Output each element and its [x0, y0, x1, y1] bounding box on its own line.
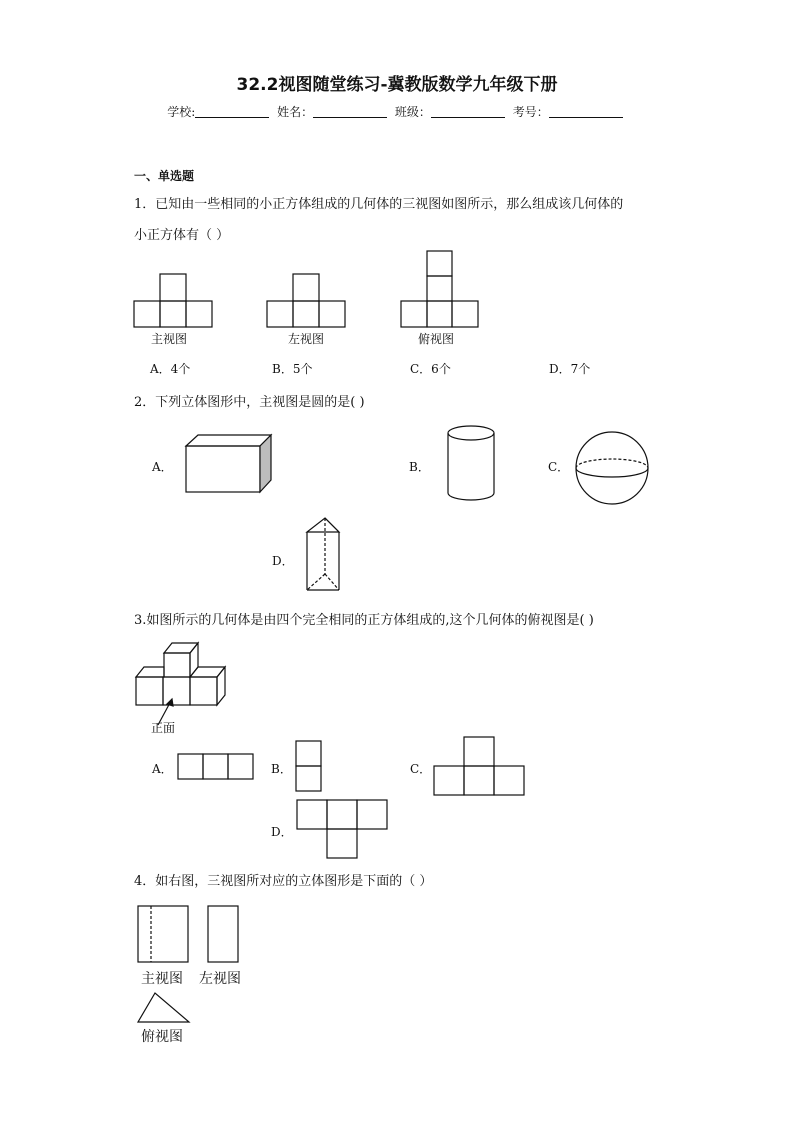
q2-option-a[interactable]: A． — [152, 460, 173, 474]
q1-text-line2: 小正方体有（ ） — [134, 228, 230, 243]
page-title: 32.2视图随堂练习-冀教版数学九年级下册 — [236, 75, 558, 95]
q2-text: 2．下列立体图形中，主视图是圆的是( ) — [134, 395, 365, 410]
q2-option-b[interactable]: B． — [409, 460, 430, 474]
class-label: 班级： — [394, 105, 431, 119]
q4-front-view-figure — [137, 905, 191, 965]
q3-text: 3.如图所示的几何体是由四个完全相同的正方体组成的,这个几何体的俯视图是( ) — [134, 613, 594, 628]
number-blank[interactable] — [549, 105, 623, 118]
q3-front-label: 正面 — [151, 721, 176, 735]
q3-option-d[interactable]: D． — [271, 825, 293, 839]
q3-option-c[interactable]: C． — [410, 762, 432, 776]
q1-front-view-figure — [133, 273, 215, 329]
cuboid-figure — [185, 434, 273, 496]
class-blank[interactable] — [431, 105, 505, 118]
q4-text: 4．如右图，三视图所对应的立体图形是下面的（ ） — [134, 874, 433, 889]
q4-left-view-figure — [207, 905, 241, 965]
q1-text-line1: 1．已知由一些相同的小正方体组成的几何体的三视图如图所示，那么组成该几何体的 — [134, 197, 624, 212]
q1-caption-top: 俯视图 — [418, 332, 455, 346]
q3-option-b-figure — [295, 740, 325, 794]
q3-option-a[interactable]: A． — [152, 762, 173, 776]
q4-top-view-figure — [137, 991, 193, 1025]
q1-option-c[interactable]: C．6个 — [410, 362, 451, 376]
four-cubes-figure — [134, 637, 234, 737]
q1-option-d[interactable]: D．7个 — [549, 362, 591, 376]
q1-caption-left: 左视图 — [288, 332, 325, 346]
student-info-line — [0, 103, 794, 120]
q3-option-a-figure — [177, 753, 257, 783]
q4-caption-top: 俯视图 — [141, 1029, 183, 1045]
q4-caption-left: 左视图 — [199, 971, 241, 987]
q1-caption-front: 主视图 — [151, 332, 188, 346]
q4-caption-front: 主视图 — [141, 971, 183, 987]
q2-option-d[interactable]: D． — [272, 554, 294, 568]
triangular-prism-figure — [305, 516, 365, 594]
q3-option-b[interactable]: B． — [271, 762, 292, 776]
sphere-figure — [574, 431, 652, 509]
q1-left-view-figure — [266, 273, 348, 329]
q1-top-view-figure — [400, 250, 482, 330]
section-heading: 一、单选题 — [134, 169, 195, 183]
cylinder-figure — [446, 425, 496, 503]
school-label: 学校: — [167, 105, 196, 119]
number-label: 考号： — [512, 105, 549, 119]
name-blank[interactable] — [313, 105, 387, 118]
q1-option-b[interactable]: B．5个 — [272, 362, 313, 376]
name-label: 姓名： — [277, 105, 314, 119]
q1-option-a[interactable]: A．4个 — [150, 362, 191, 376]
q3-option-c-figure — [433, 736, 527, 798]
q3-option-d-figure — [296, 799, 390, 861]
q2-option-c[interactable]: C． — [548, 460, 570, 474]
school-blank[interactable] — [195, 105, 269, 118]
